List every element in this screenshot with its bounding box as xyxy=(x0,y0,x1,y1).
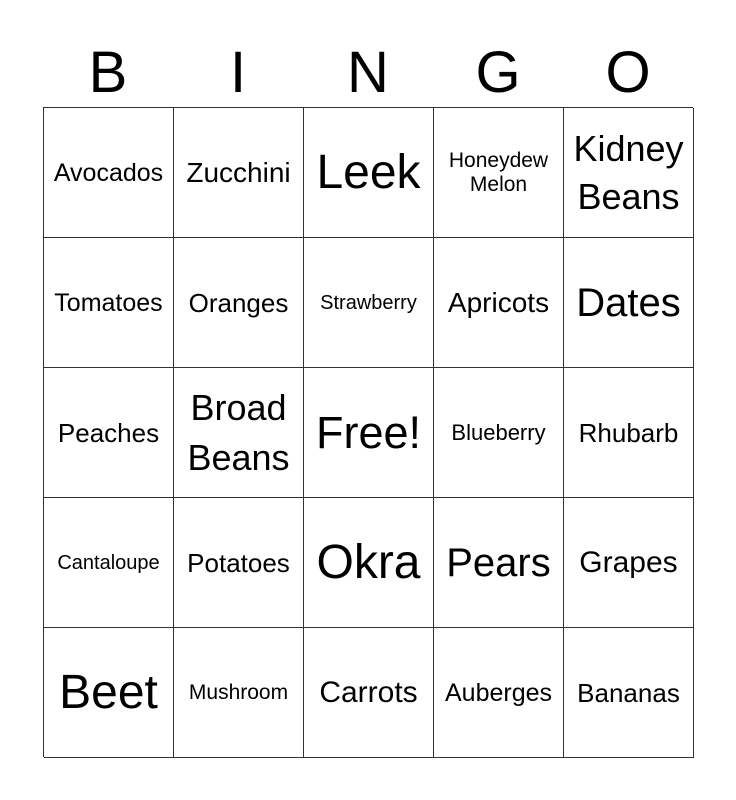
bingo-cell[interactable]: Honeydew Melon xyxy=(434,108,564,238)
bingo-cell[interactable]: Okra xyxy=(304,498,434,628)
bingo-cell[interactable]: Oranges xyxy=(174,238,304,368)
bingo-cell[interactable]: Strawberry xyxy=(304,238,434,368)
bingo-cell[interactable]: Cantaloupe xyxy=(44,498,174,628)
bingo-cell[interactable]: Auberges xyxy=(434,628,564,758)
bingo-board xyxy=(43,107,693,757)
header-letter-g: G xyxy=(475,40,521,105)
bingo-cell[interactable]: Rhubarb xyxy=(564,368,694,498)
bingo-cell[interactable]: Carrots xyxy=(304,628,434,758)
bingo-cell[interactable]: Grapes xyxy=(564,498,694,628)
bingo-cell[interactable]: Avocados xyxy=(44,108,174,238)
header-letter-n: N xyxy=(347,40,389,105)
bingo-cell[interactable]: Kidney Beans xyxy=(564,108,694,238)
bingo-cell[interactable]: Dates xyxy=(564,238,694,368)
bingo-cell[interactable]: Peaches xyxy=(44,368,174,498)
header-letter-b: B xyxy=(88,40,128,105)
bingo-header xyxy=(43,40,693,106)
header-letter-i: I xyxy=(229,40,247,105)
bingo-cell[interactable]: Pears xyxy=(434,498,564,628)
bingo-cell[interactable]: Mushroom xyxy=(174,628,304,758)
bingo-cell[interactable]: Broad Beans xyxy=(174,368,304,498)
bingo-cell[interactable]: Zucchini xyxy=(174,108,304,238)
bingo-cell[interactable]: Bananas xyxy=(564,628,694,758)
bingo-cell[interactable]: Tomatoes xyxy=(44,238,174,368)
header-letter-o: O xyxy=(605,40,651,105)
bingo-cell[interactable]: Beet xyxy=(44,628,174,758)
bingo-cell[interactable]: Leek xyxy=(304,108,434,238)
bingo-cell[interactable]: Free! xyxy=(304,368,434,498)
bingo-cell[interactable]: Potatoes xyxy=(174,498,304,628)
bingo-cell[interactable]: Apricots xyxy=(434,238,564,368)
bingo-cell[interactable]: Blueberry xyxy=(434,368,564,498)
